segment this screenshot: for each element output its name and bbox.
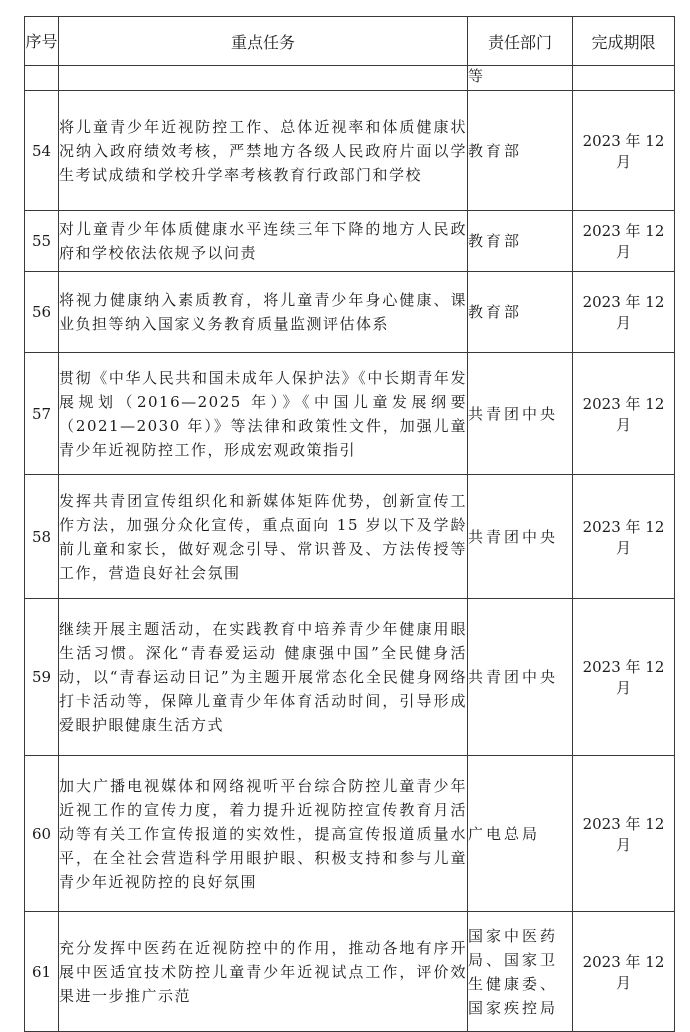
cell-dept: 教育部 (468, 211, 573, 272)
cell-task: 将视力健康纳入素质教育，将儿童青少年身心健康、课业负担等纳入国家义务教育质量监测评估体系 (59, 272, 468, 353)
cell-dept: 等 (468, 66, 573, 91)
header-no: 序号 (25, 17, 59, 66)
cell-no (25, 66, 59, 91)
cell-deadline (573, 66, 675, 91)
cell-deadline: 2023 年 12 月 (573, 475, 675, 599)
table-row-continuation (25, 66, 675, 91)
cell-deadline: 2023 年 12 月 (573, 272, 675, 353)
cell-dept: 广电总局 (468, 756, 573, 912)
header-task: 重点任务 (59, 17, 468, 66)
cell-task: 贯彻《中华人民共和国未成年人保护法》《中长期青年发展规划（2016—2025 年）》《中国儿童发展纲要（2021—2030 年）》等法律和政策性文件，加强儿童青少年近视防控工作，形成宏观政策指引 (59, 353, 468, 475)
cell-no: 58 (25, 475, 59, 599)
cell-no: 60 (25, 756, 59, 912)
cell-dept: 共青团中央 (468, 599, 573, 756)
cell-task: 将儿童青少年近视防控工作、总体近视率和体质健康状况纳入政府绩效考核，严禁地方各级人民政府片面以学生考试成绩和学校升学率考核教育行政部门和学校 (59, 91, 468, 211)
cell-deadline: 2023 年 12 月 (573, 211, 675, 272)
table-row (25, 353, 675, 475)
table-header-row (25, 17, 675, 66)
cell-deadline: 2023 年 12 月 (573, 91, 675, 211)
cell-deadline: 2023 年 12 月 (573, 912, 675, 1032)
header-deadline: 完成期限 (573, 17, 675, 66)
cell-dept: 共青团中央 (468, 475, 573, 599)
table-row (25, 912, 675, 1032)
table-row (25, 211, 675, 272)
cell-dept: 教育部 (468, 91, 573, 211)
header-dept: 责任部门 (468, 17, 573, 66)
table-row (25, 91, 675, 211)
cell-task: 加大广播电视媒体和网络视听平台综合防控儿童青少年近视工作的宣传力度，着力提升近视防控宣传教育月活动等有关工作宣传报道的实效性，提高宣传报道质量水平，在全社会营造科学用眼护眼、积极支持和参与儿童青少年近视防控的良好氛围 (59, 756, 468, 912)
cell-no: 54 (25, 91, 59, 211)
table-row (25, 272, 675, 353)
table-row (25, 756, 675, 912)
table-row (25, 475, 675, 599)
task-table (24, 16, 675, 1032)
cell-deadline: 2023 年 12 月 (573, 756, 675, 912)
cell-task: 发挥共青团宣传组织化和新媒体矩阵优势，创新宣传工作方法，加强分众化宣传，重点面向 15 岁以下及学龄前儿童和家长，做好观念引导、常识普及、方法传授等工作，营造良好社会氛围 (59, 475, 468, 599)
cell-task (59, 66, 468, 91)
cell-dept: 国家中医药局、国家卫生健康委、国家疾控局 (468, 912, 573, 1032)
cell-no: 55 (25, 211, 59, 272)
cell-deadline: 2023 年 12 月 (573, 353, 675, 475)
cell-deadline: 2023 年 12 月 (573, 599, 675, 756)
cell-no: 61 (25, 912, 59, 1032)
cell-dept: 教育部 (468, 272, 573, 353)
cell-task: 继续开展主题活动，在实践教育中培养青少年健康用眼生活习惯。深化“青春爱运动 健康强中国”全民健身活动，以“青春运动日记”为主题开展常态化全民健身网络打卡活动等，保障儿童青少年体育活动时间，引导形成爱眼护眼健康生活方式 (59, 599, 468, 756)
cell-no: 57 (25, 353, 59, 475)
table-row (25, 599, 675, 756)
cell-dept: 共青团中央 (468, 353, 573, 475)
cell-task: 充分发挥中医药在近视防控中的作用，推动各地有序开展中医适宜技术防控儿童青少年近视试点工作，评价效果进一步推广示范 (59, 912, 468, 1032)
cell-no: 59 (25, 599, 59, 756)
cell-task: 对儿童青少年体质健康水平连续三年下降的地方人民政府和学校依法依规予以问责 (59, 211, 468, 272)
cell-no: 56 (25, 272, 59, 353)
